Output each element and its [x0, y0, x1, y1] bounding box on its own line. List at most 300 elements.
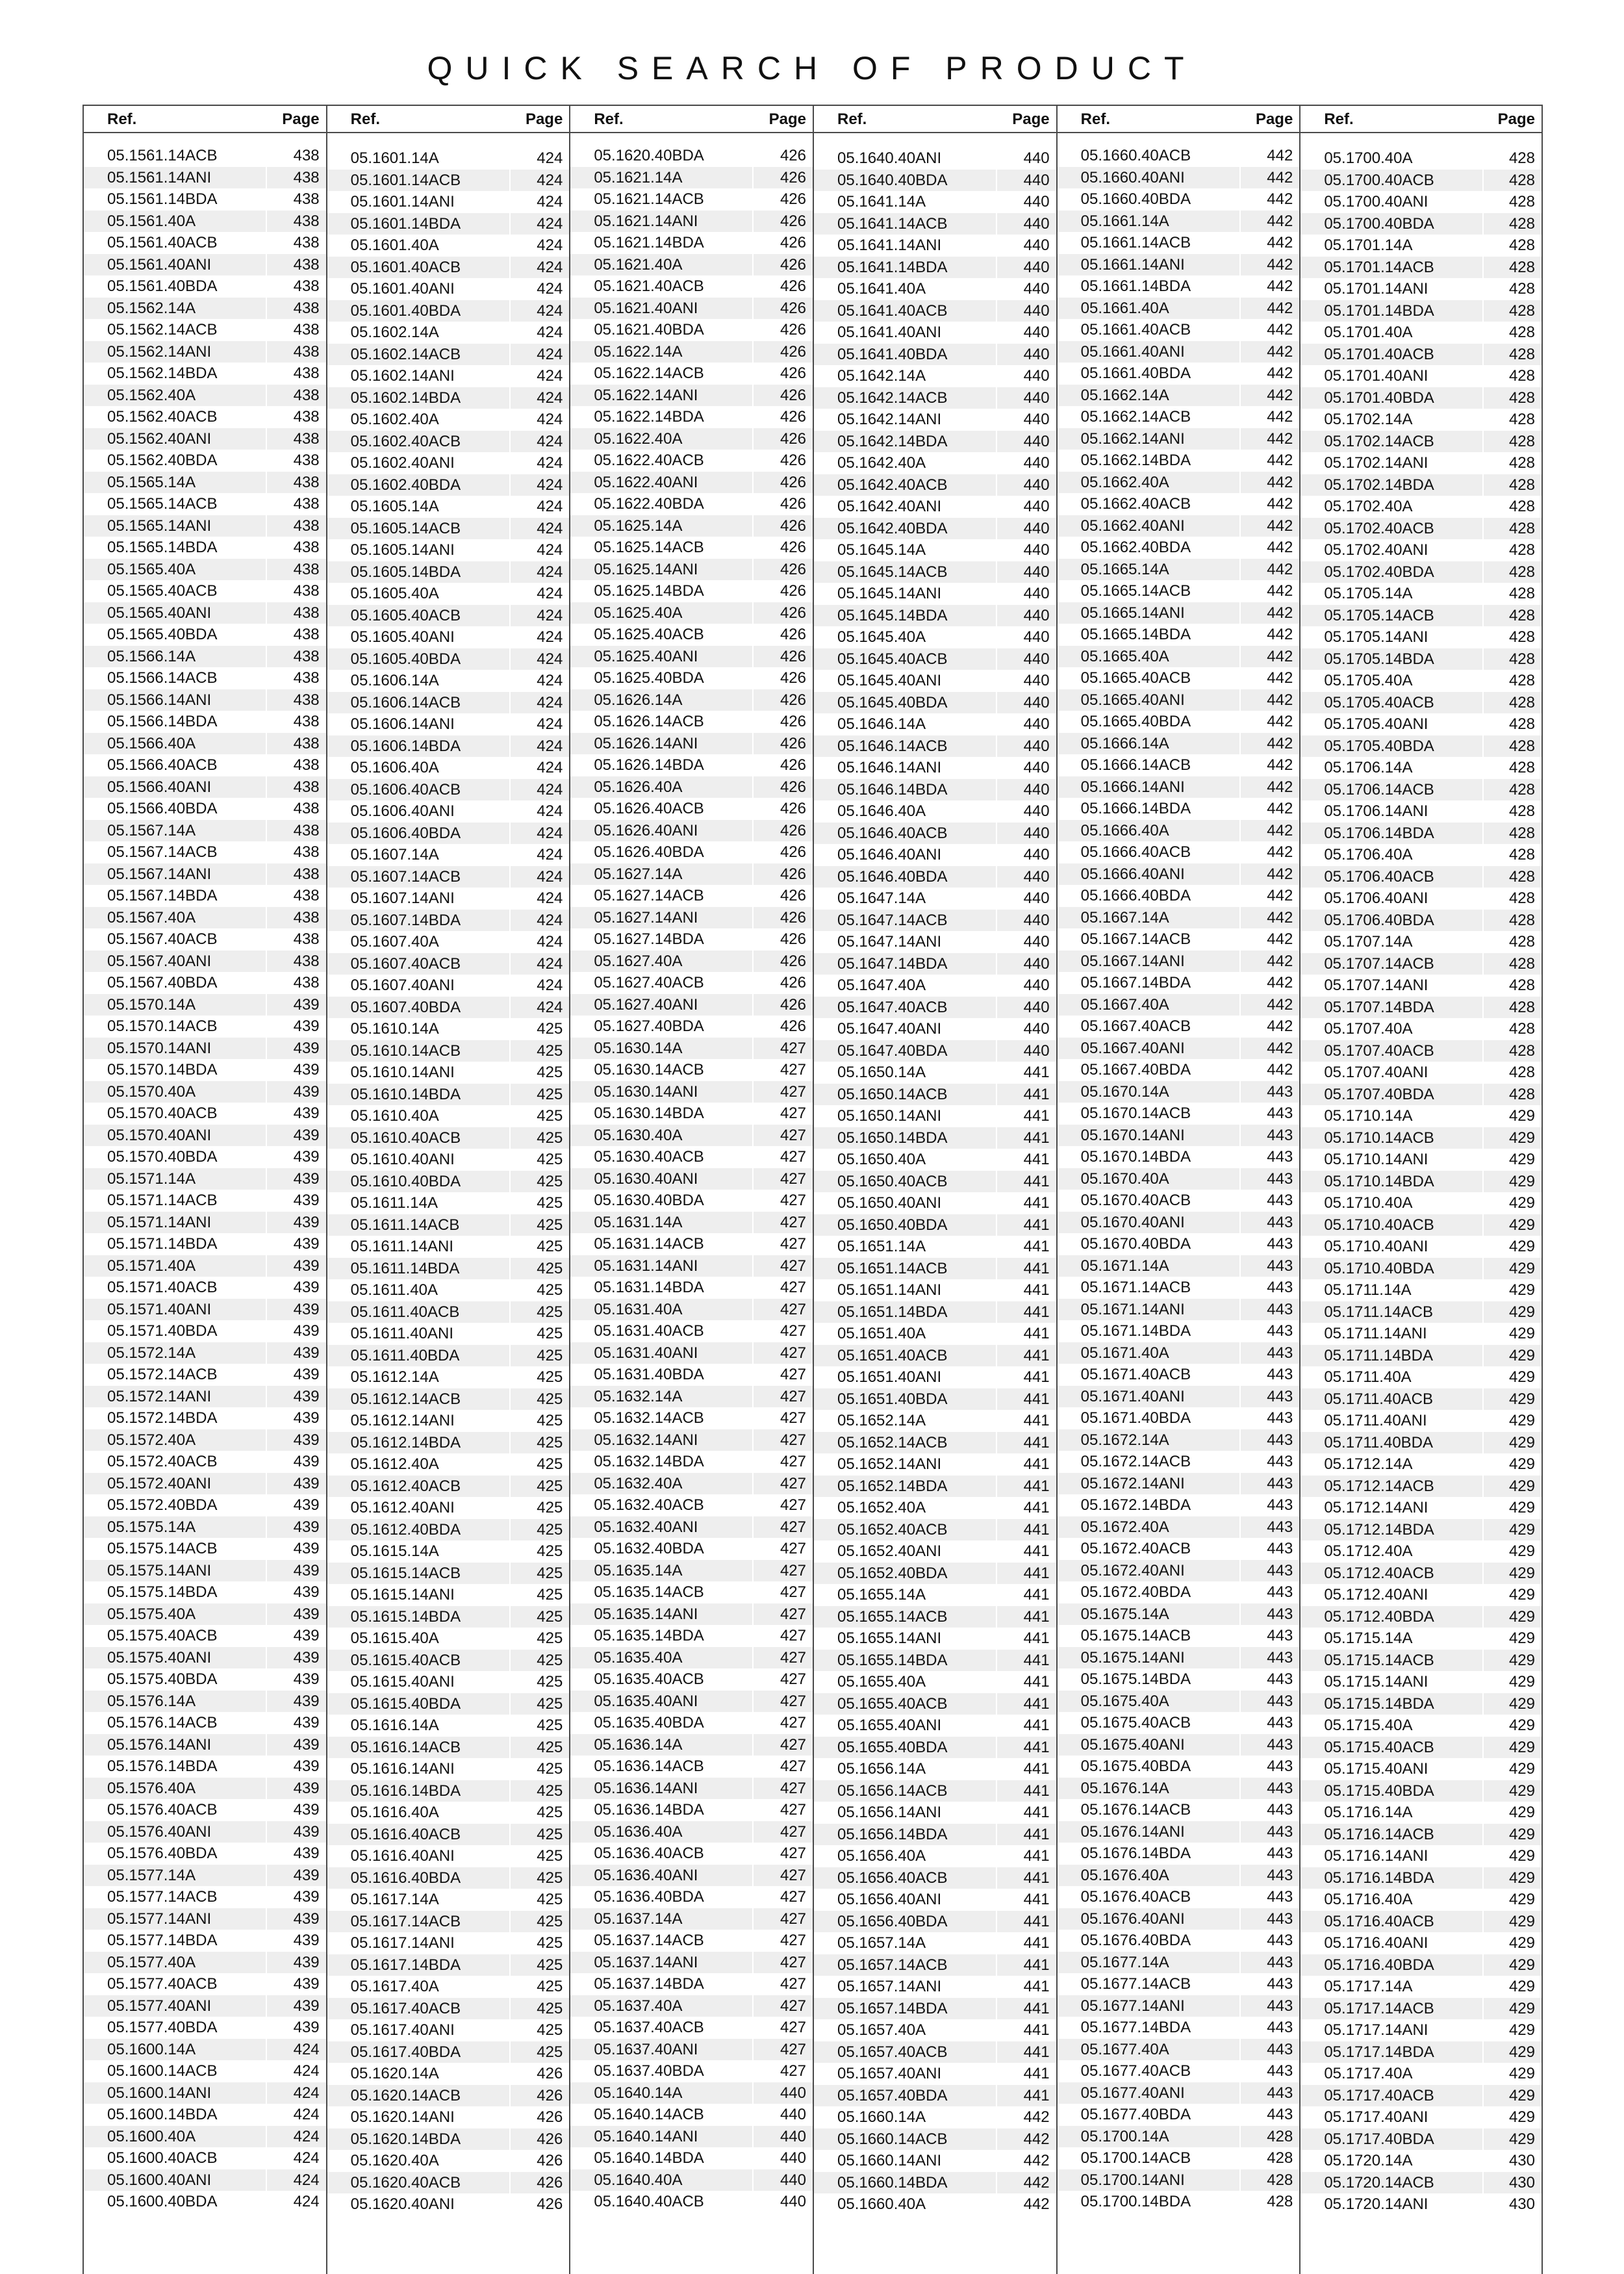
cell-divider [752, 1625, 754, 1647]
cell-divider [509, 1105, 511, 1127]
table-row [84, 1603, 326, 1626]
product-ref: 05.1632.14ANI [594, 1431, 698, 1449]
product-ref: 05.1647.40ACB [837, 998, 948, 1016]
cell-divider [752, 602, 754, 624]
table-row [1058, 1320, 1300, 1342]
product-ref: 05.1601.14A [350, 149, 439, 167]
cell-divider [266, 363, 267, 385]
table-row [1058, 1125, 1300, 1147]
cell-divider [266, 1886, 267, 1908]
product-ref: 05.1631.14ANI [594, 1257, 698, 1275]
page-number: 441 [1023, 1607, 1050, 1626]
page-number: 438 [293, 952, 320, 970]
table-row [814, 1192, 1056, 1214]
table-row [1300, 1062, 1542, 1084]
product-ref: 05.1716.40BDA [1324, 1956, 1434, 1974]
cell-divider [1482, 1476, 1484, 1498]
page-number: 426 [780, 190, 806, 208]
table-row [570, 167, 813, 189]
cell-divider [1482, 1192, 1484, 1214]
cell-divider [752, 2060, 754, 2082]
product-ref: 05.1676.14ANI [1080, 1822, 1185, 1841]
page-number: 442 [1267, 386, 1293, 404]
table-row [814, 1040, 1056, 1062]
page-number: 424 [537, 650, 563, 668]
page-number: 427 [780, 1039, 806, 1057]
product-ref: 05.1666.14ACB [1080, 756, 1191, 774]
table-row [84, 1473, 326, 1495]
table-row [814, 2150, 1056, 2172]
product-ref: 05.1670.40A [1080, 1169, 1169, 1188]
page-number: 426 [780, 734, 806, 752]
page-number: 440 [1023, 737, 1050, 755]
product-ref: 05.1610.40BDA [350, 1172, 461, 1190]
table-row [84, 1342, 326, 1364]
cell-divider [996, 344, 997, 366]
product-ref: 05.1715.14ANI [1324, 1673, 1428, 1691]
table-row [1300, 953, 1542, 975]
product-ref: 05.1635.40BDA [594, 1714, 704, 1731]
product-ref: 05.1710.14ANI [1324, 1151, 1428, 1168]
table-row [1058, 1168, 1300, 1190]
cell-divider [1239, 820, 1241, 842]
product-ref: 05.1666.40ACB [1080, 843, 1191, 861]
cell-divider [1482, 170, 1484, 192]
product-ref: 05.1577.40A [107, 1953, 196, 1971]
table-row [570, 994, 813, 1016]
product-ref: 05.1565.14BDA [107, 539, 218, 556]
cell-divider [1239, 1603, 1241, 1626]
cell-divider [996, 1671, 997, 1693]
page-number: 443 [1267, 1126, 1293, 1144]
table-row [327, 757, 570, 779]
page-number: 438 [293, 408, 320, 426]
table-row [327, 997, 570, 1019]
cell-divider [752, 1995, 754, 2017]
cell-divider [996, 365, 997, 387]
product-ref: 05.1645.14ANI [837, 585, 942, 602]
page-number: 428 [1508, 498, 1535, 515]
table-row [1300, 997, 1542, 1019]
table-row [1058, 711, 1300, 733]
product-ref: 05.1655.40BDA [837, 1738, 948, 1756]
page-number: 442 [1267, 212, 1293, 230]
table-row [1300, 431, 1542, 453]
cell-divider [1239, 275, 1241, 298]
cell-divider [752, 1560, 754, 1582]
product-ref: 05.1640.40ACB [594, 2193, 704, 2210]
page-number: 427 [780, 1801, 806, 1819]
product-ref: 05.1662.40ANI [1080, 517, 1185, 535]
table-row [814, 692, 1056, 714]
cell-divider [1482, 2193, 1484, 2216]
cell-divider [266, 1059, 267, 1081]
table-row [327, 1040, 570, 1062]
cell-divider [996, 779, 997, 801]
cell-divider [752, 994, 754, 1016]
product-ref: 05.1706.14ANI [1324, 802, 1428, 820]
table-row [1058, 472, 1300, 494]
product-ref: 05.1645.40ACB [837, 650, 948, 668]
cell-divider [1482, 1758, 1484, 1780]
product-ref: 05.1606.40ACB [350, 780, 461, 798]
cell-divider [996, 692, 997, 714]
table-row [814, 1301, 1056, 1323]
page-number: 426 [780, 429, 806, 448]
table-row [814, 2193, 1056, 2216]
table-row [570, 602, 813, 624]
table-row [1058, 1581, 1300, 1603]
product-ref: 05.1577.40ANI [107, 1997, 212, 2015]
page-number: 440 [780, 2106, 806, 2123]
page-number: 439 [293, 1975, 320, 1993]
page-number: 424 [537, 301, 563, 320]
table-row [1300, 1628, 1542, 1650]
page-number: 424 [537, 345, 563, 363]
cell-divider [266, 1560, 267, 1582]
table-row [814, 823, 1056, 845]
product-ref: 05.1712.40BDA [1324, 1607, 1434, 1626]
cell-divider [752, 450, 754, 472]
product-ref: 05.1636.40BDA [594, 1888, 704, 1906]
product-ref: 05.1621.40ANI [594, 299, 698, 317]
product-ref: 05.1652.14A [837, 1412, 926, 1429]
table-row [570, 1908, 813, 1930]
page-number: 424 [537, 715, 563, 733]
page-number: 441 [1023, 1651, 1050, 1669]
cell-divider [509, 1628, 511, 1650]
page-number: 425 [537, 1172, 563, 1190]
table-row [84, 733, 326, 755]
table-row [570, 2147, 813, 2169]
cell-divider [509, 1345, 511, 1367]
cell-divider [752, 2169, 754, 2191]
product-ref: 05.1562.40BDA [107, 452, 218, 469]
page-number: 442 [1267, 995, 1293, 1014]
cell-divider [1239, 188, 1241, 211]
product-ref: 05.1616.40ANI [350, 1847, 455, 1865]
table-row [84, 428, 326, 450]
page-number: 429 [1508, 1107, 1535, 1125]
table-row [84, 972, 326, 994]
product-ref: 05.1620.40ACB [350, 2173, 461, 2191]
page-number: 438 [293, 321, 320, 339]
table-row [1058, 2126, 1300, 2148]
cell-divider [509, 1911, 511, 1933]
table-row [570, 1799, 813, 1821]
cell-divider [996, 1845, 997, 1867]
table-row [1058, 2060, 1300, 2082]
product-ref: 05.1607.40ACB [350, 954, 461, 973]
cell-divider [266, 2126, 267, 2148]
cell-divider [266, 1538, 267, 1560]
page-number: 440 [780, 2084, 806, 2102]
page-number: 425 [537, 1107, 563, 1125]
page-number: 429 [1508, 1999, 1535, 2017]
cell-divider [1239, 2060, 1241, 2082]
table-row [1058, 907, 1300, 929]
product-ref: 05.1612.14A [350, 1368, 439, 1386]
cell-divider [752, 2126, 754, 2148]
cell-divider [266, 2191, 267, 2213]
page-number: 428 [1508, 911, 1535, 929]
cell-divider [752, 1038, 754, 1060]
table-row [84, 1995, 326, 2017]
page-number: 424 [537, 193, 563, 211]
page-number: 440 [1023, 389, 1050, 407]
page-number: 424 [537, 541, 563, 559]
table-row [1058, 1516, 1300, 1539]
product-ref: 05.1677.40BDA [1080, 2106, 1191, 2123]
product-ref: 05.1715.40A [1324, 1717, 1413, 1734]
table-row [1058, 624, 1300, 646]
product-ref: 05.1612.14BDA [350, 1433, 461, 1451]
page-number: 440 [1023, 585, 1050, 602]
page-number: 440 [1023, 911, 1050, 929]
cell-divider [509, 1432, 511, 1454]
table-row [327, 1693, 570, 1715]
product-ref: 05.1670.14ACB [1080, 1105, 1191, 1122]
page-number: 424 [537, 933, 563, 951]
product-ref: 05.1670.14BDA [1080, 1148, 1191, 1166]
page-number: 427 [780, 1344, 806, 1362]
page-number: 439 [293, 1344, 320, 1362]
product-ref: 05.1607.14BDA [350, 911, 461, 929]
product-ref: 05.1566.40A [107, 734, 196, 752]
page-number: 426 [780, 408, 806, 426]
product-ref: 05.1672.40ANI [1080, 1561, 1185, 1579]
product-ref: 05.1625.14BDA [594, 582, 704, 600]
cell-divider [752, 1865, 754, 1887]
product-ref: 05.1567.40ACB [107, 930, 218, 948]
table-row [84, 1494, 326, 1516]
cell-divider [752, 1342, 754, 1364]
table-row [1300, 1084, 1542, 1106]
product-ref: 05.1662.40ACB [1080, 495, 1191, 513]
table-row [814, 626, 1056, 648]
product-ref: 05.1640.14A [594, 2084, 683, 2102]
product-ref: 05.1612.40ACB [350, 1477, 461, 1495]
cell-divider [1482, 213, 1484, 235]
table-row [84, 2191, 326, 2213]
product-ref: 05.1576.14A [107, 1692, 196, 1710]
cell-divider [1482, 2172, 1484, 2194]
table-row [814, 365, 1056, 387]
page-number: 438 [293, 930, 320, 948]
table-row [84, 1364, 326, 1386]
product-ref: 05.1676.40ANI [1080, 1910, 1185, 1928]
page-number: 426 [780, 212, 806, 230]
page-number: 426 [780, 778, 806, 796]
page-number: 440 [1023, 715, 1050, 733]
cell-divider [1239, 1429, 1241, 1451]
product-ref: 05.1615.40ANI [350, 1673, 455, 1691]
product-ref: 05.1640.14ACB [594, 2106, 704, 2123]
page-number: 427 [780, 1061, 806, 1079]
page-number: 439 [293, 1518, 320, 1536]
page-number: 424 [537, 214, 563, 233]
table-row [1300, 1737, 1542, 1759]
cell-divider [1482, 147, 1484, 170]
table-row [327, 496, 570, 518]
cell-divider [752, 689, 754, 711]
page-number: 442 [1267, 734, 1293, 752]
page-number: 425 [537, 1238, 563, 1255]
table-row [814, 1105, 1056, 1127]
cell-divider [996, 800, 997, 823]
page-number: 441 [1023, 1738, 1050, 1756]
cell-divider [996, 757, 997, 779]
table-row [814, 735, 1056, 758]
page-number: 429 [1508, 1412, 1535, 1429]
cell-divider [266, 1603, 267, 1626]
page-number: 442 [1267, 626, 1293, 643]
page-number: 429 [1508, 1694, 1535, 1713]
product-ref: 05.1711.40A [1324, 1368, 1412, 1386]
table-row [814, 1366, 1056, 1388]
product-ref: 05.1707.14A [1324, 933, 1413, 951]
page-number: 443 [1267, 1474, 1293, 1492]
page-number: 440 [1023, 563, 1050, 581]
table-row [814, 561, 1056, 583]
table-row [327, 213, 570, 235]
page-number: 438 [293, 626, 320, 643]
cell-divider [1239, 1212, 1241, 1234]
table-row [1300, 1388, 1542, 1411]
cell-divider [266, 928, 267, 951]
table-row [327, 1453, 570, 1476]
page-number: 442 [1267, 473, 1293, 491]
product-ref: 05.1602.14BDA [350, 389, 461, 407]
table-row [327, 692, 570, 714]
product-ref: 05.1650.40BDA [837, 1216, 948, 1234]
table-row [814, 1258, 1056, 1280]
cell-divider [1482, 931, 1484, 953]
product-ref: 05.1712.14ACB [1324, 1477, 1434, 1495]
cell-divider [996, 1410, 997, 1432]
product-ref: 05.1576.40A [107, 1779, 196, 1797]
table-row [84, 2104, 326, 2126]
table-row [814, 1954, 1056, 1976]
table-row [1058, 1146, 1300, 1168]
product-ref: 05.1710.14A [1324, 1107, 1413, 1125]
cell-divider [996, 539, 997, 561]
page-number: 428 [1508, 280, 1535, 298]
cell-divider [1482, 757, 1484, 779]
product-ref: 05.1652.14ANI [837, 1455, 942, 1473]
table-row [84, 2147, 326, 2169]
product-ref: 05.1712.14A [1324, 1455, 1413, 1473]
table-row [814, 1214, 1056, 1236]
product-ref: 05.1612.14ANI [350, 1412, 455, 1429]
page-number: 439 [293, 1039, 320, 1057]
product-ref: 05.1635.40ACB [594, 1670, 704, 1688]
table-row [1058, 254, 1300, 276]
cell-divider [752, 580, 754, 602]
page-number: 425 [537, 1455, 563, 1473]
product-ref: 05.1567.14ANI [107, 865, 212, 883]
product-ref: 05.1646.14ACB [837, 737, 948, 755]
product-ref: 05.1662.14ANI [1080, 429, 1185, 448]
product-ref: 05.1567.40BDA [107, 974, 218, 991]
cell-divider [996, 605, 997, 627]
cell-divider [266, 2169, 267, 2191]
table-row [84, 1756, 326, 1778]
product-ref: 05.1675.14BDA [1080, 1670, 1191, 1688]
table-row [570, 1016, 813, 1038]
page-number: 442 [1267, 691, 1293, 709]
table-row [814, 1127, 1056, 1149]
page-number: 427 [780, 1953, 806, 1971]
page-number: 424 [537, 628, 563, 646]
page-number: 428 [1508, 889, 1535, 907]
table-row [570, 1190, 813, 1212]
table-row [814, 975, 1056, 997]
page-number: 429 [1508, 1303, 1535, 1321]
table-row [84, 2082, 326, 2104]
cell-divider [1239, 624, 1241, 646]
table-row [814, 1432, 1056, 1454]
page-number: 428 [1508, 214, 1535, 233]
page-number: 443 [1267, 1648, 1293, 1667]
cell-divider [752, 2147, 754, 2169]
cell-divider [266, 667, 267, 689]
page-number: 429 [1508, 1629, 1535, 1647]
table-row [1300, 2041, 1542, 2063]
table-row [1058, 2017, 1300, 2039]
cell-divider [1239, 472, 1241, 494]
product-ref: 05.1576.14ACB [107, 1714, 218, 1731]
table-row [814, 1606, 1056, 1628]
page-number: 427 [780, 1169, 806, 1188]
table-row [1300, 626, 1542, 648]
cell-divider [509, 1584, 511, 1606]
product-ref: 05.1627.14ACB [594, 887, 704, 904]
cell-divider [509, 1366, 511, 1388]
table-row [84, 275, 326, 298]
table-row [84, 1320, 326, 1342]
cell-divider [996, 583, 997, 605]
page-number: 428 [1508, 650, 1535, 668]
page-number: 438 [293, 734, 320, 752]
cell-divider [996, 1236, 997, 1258]
cell-divider [1482, 626, 1484, 648]
page-number: 428 [1508, 149, 1535, 167]
cell-divider [1239, 2191, 1241, 2213]
product-ref: 05.1710.40BDA [1324, 1259, 1434, 1277]
table-row [1300, 1998, 1542, 2020]
page-number: 427 [780, 1126, 806, 1144]
product-ref: 05.1607.14A [350, 846, 439, 863]
product-ref: 05.1571.14ACB [107, 1192, 218, 1209]
table-row [84, 559, 326, 581]
page-number: 441 [1023, 1760, 1050, 1778]
cell-divider [996, 1628, 997, 1650]
cell-divider [752, 776, 754, 798]
cell-divider [1482, 1301, 1484, 1323]
table-row [1058, 646, 1300, 668]
table-row [570, 1712, 813, 1734]
cell-divider [752, 2082, 754, 2104]
page-number: 440 [1023, 411, 1050, 428]
product-ref: 05.1710.40ANI [1324, 1238, 1428, 1255]
table-row [1058, 1973, 1300, 1995]
product-ref: 05.1562.14ANI [107, 342, 212, 361]
table-row [814, 2019, 1056, 2041]
table-row [814, 387, 1056, 409]
table-row [327, 910, 570, 932]
product-ref: 05.1571.14BDA [107, 1235, 218, 1253]
